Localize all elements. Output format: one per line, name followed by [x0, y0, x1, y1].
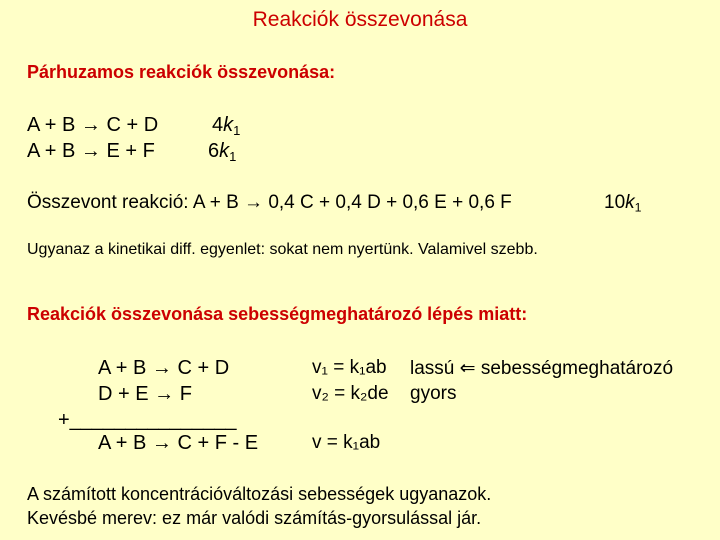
step-rate-1: v₁ = k₁ab: [312, 357, 387, 378]
parallel-heading: Párhuzamos reakciók összevonása:: [27, 62, 336, 82]
parallel-reaction-1: A + B → C + D: [27, 114, 159, 136]
sum-line: +_______________: [58, 409, 237, 431]
combined-rate: $10k_1$: [604, 192, 642, 215]
page-title: Reakciók összevonása: [252, 8, 468, 31]
rate-determining-heading: Reakciók összevonása sebességmeghatározó lépés miatt:: [27, 304, 528, 324]
parallel-rate-2: $6k_1$: [208, 140, 237, 164]
result-reaction: A + B → C + F - E: [98, 432, 259, 454]
parallel-reaction-2: A + B → E + F: [27, 140, 155, 162]
step-desc-1: lassú ⇐ sebességmeghatározó: [410, 358, 674, 379]
conclusion-line-2: Kevésbé merev: ez már valódi számítás-gyorsulással jár.: [27, 508, 482, 528]
step-reaction-2: D + E → F: [98, 383, 192, 405]
step-reaction-1: A + B → C + D: [98, 357, 230, 379]
kinetic-note: Ugyanaz a kinetikai diff. egyenlet: sokat nem nyertünk. Valamivel szebb.: [27, 241, 538, 258]
conclusion-line-1: A számított koncentrációváltozási sebességek ugyanazok.: [27, 484, 492, 504]
parallel-rate-1: $4k_1$: [212, 114, 241, 138]
combined-reaction: Összevont reakció: A + B → 0,4 C + 0,4 D + 0,6 E + 0,6 F: [27, 192, 512, 213]
step-desc-2: gyors: [410, 383, 457, 404]
step-rate-2: v₂ = k₂de: [312, 383, 389, 404]
result-rate: v = k₁ab: [312, 432, 381, 453]
